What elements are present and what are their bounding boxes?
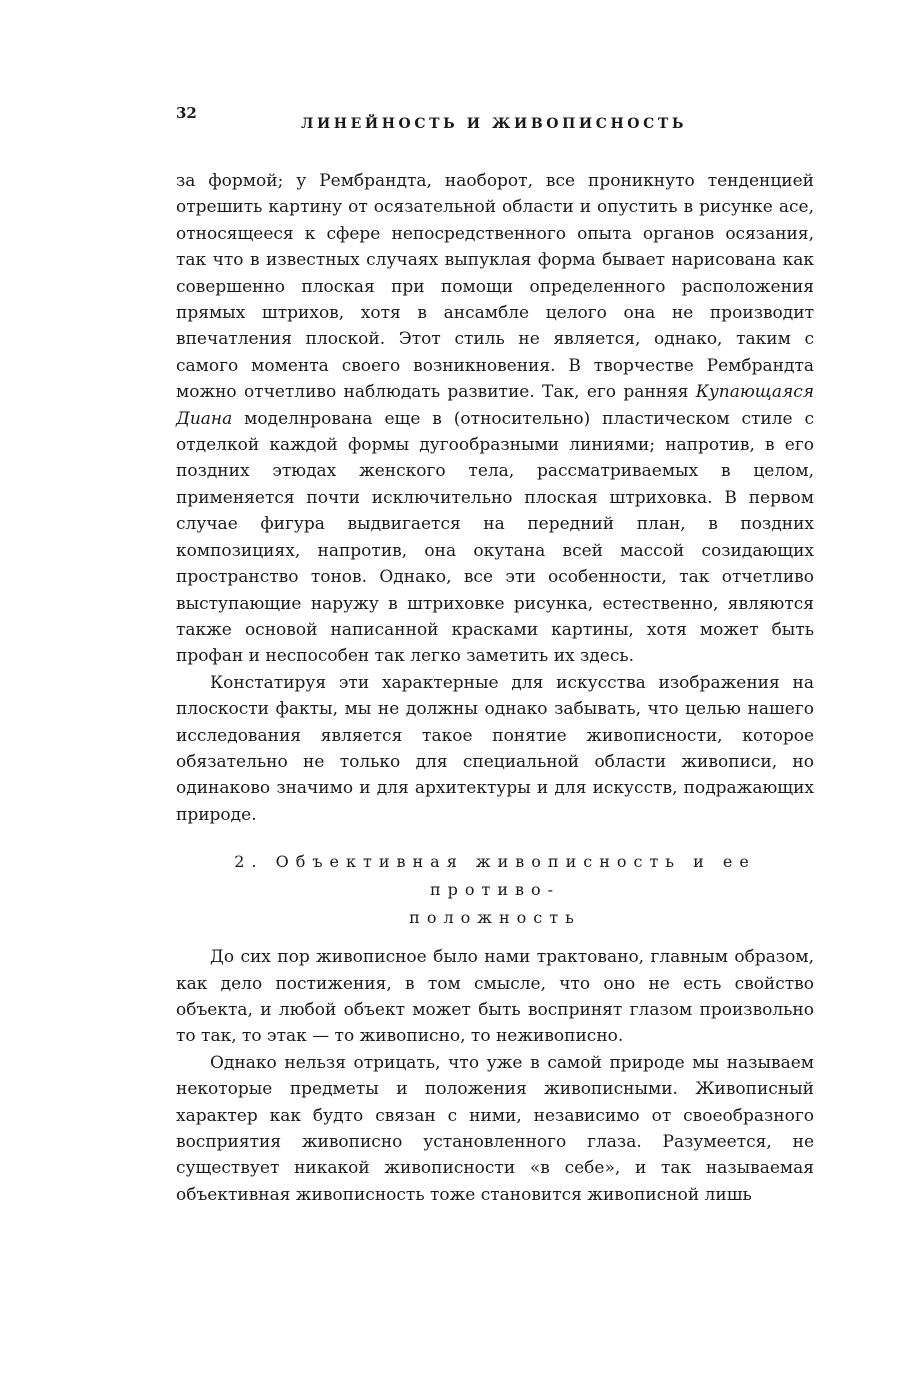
section-heading [176,848,814,932]
paragraph-continued [176,168,814,670]
section-heading-line-1: 2. Объективная живописность и ее противо- [234,852,756,900]
paragraph-text: моделнрована еще в (относительно) пластическом стиле с отделкой каждой формы дугообразными линиями; напротив, в его поздних этюдах женского тела, рассматриваемых в целом, применяется почти исключительно плоская штриховка. В первом случае фигура выдвигается на передний план, в поздних композициях, напротив, она окутана всей массой созидающих пространство тонов. Однако, все эти особенности, так отчетливо выступающие наружу в штриховке рисунка, естественно, являются также основой написанной красками картины, хотя может быть профан и неспособен так легко заметить их здесь. [176,408,814,667]
body-text [176,168,814,1208]
section-heading-line-2: положность [409,908,581,928]
paragraph: Однако нельзя отрицать, что уже в самой природе мы называем некоторые предметы и положения живописными. Живописный характер как будто связан с ними, независимо от своеобразного восприятия живописно установленного глаза. Разумеется, не существует никакой живописности «в себе», и так называемая объективная живописность тоже становится живописной лишь [176,1052,814,1205]
artwork-title: Купающаяся Диана [176,382,814,429]
page-number: 32 [176,104,197,122]
running-title: ЛИНЕЙНОСТЬ И ЖИВОПИСНОСТЬ [301,116,687,132]
paragraph-text: за формой; у Рембрандта, наоборот, все проникнуто тенденцией отрешить картину от осязательной области и опустить в рисунке асе, относящееся к сфере непосредственного опыта органов осязания, так что в известных случаях выпуклая форма бывает нарисована как совершенно плоская при помощи определенного расположения прямых штрихов, хотя в ансамбле целого она не производит впечатления плоской. Этот стиль не является, однако, таким с самого момента своего возникновения. В творчестве Рембрандта можно отчетливо наблюдать развитие. Так, его ранняя [176,171,814,403]
paragraph: Констатируя эти характерные для искусства изображения на плоскости факты, мы не должны однако забывать, что целью нашего исследования является такое понятие живописности, которое обязательно не только для специальной области живописи, но одинаково значимо и для архитектуры и для искусств, подражающих природе. [176,672,814,825]
paragraph: До сих пор живописное было нами трактовано, главным образом, как дело постижения, в том смысле, что оно не есть свойство объекта, и любой объект может быть воспринят глазом произвольно то так, то этак — то живописно, то неживописно. [176,947,814,1047]
